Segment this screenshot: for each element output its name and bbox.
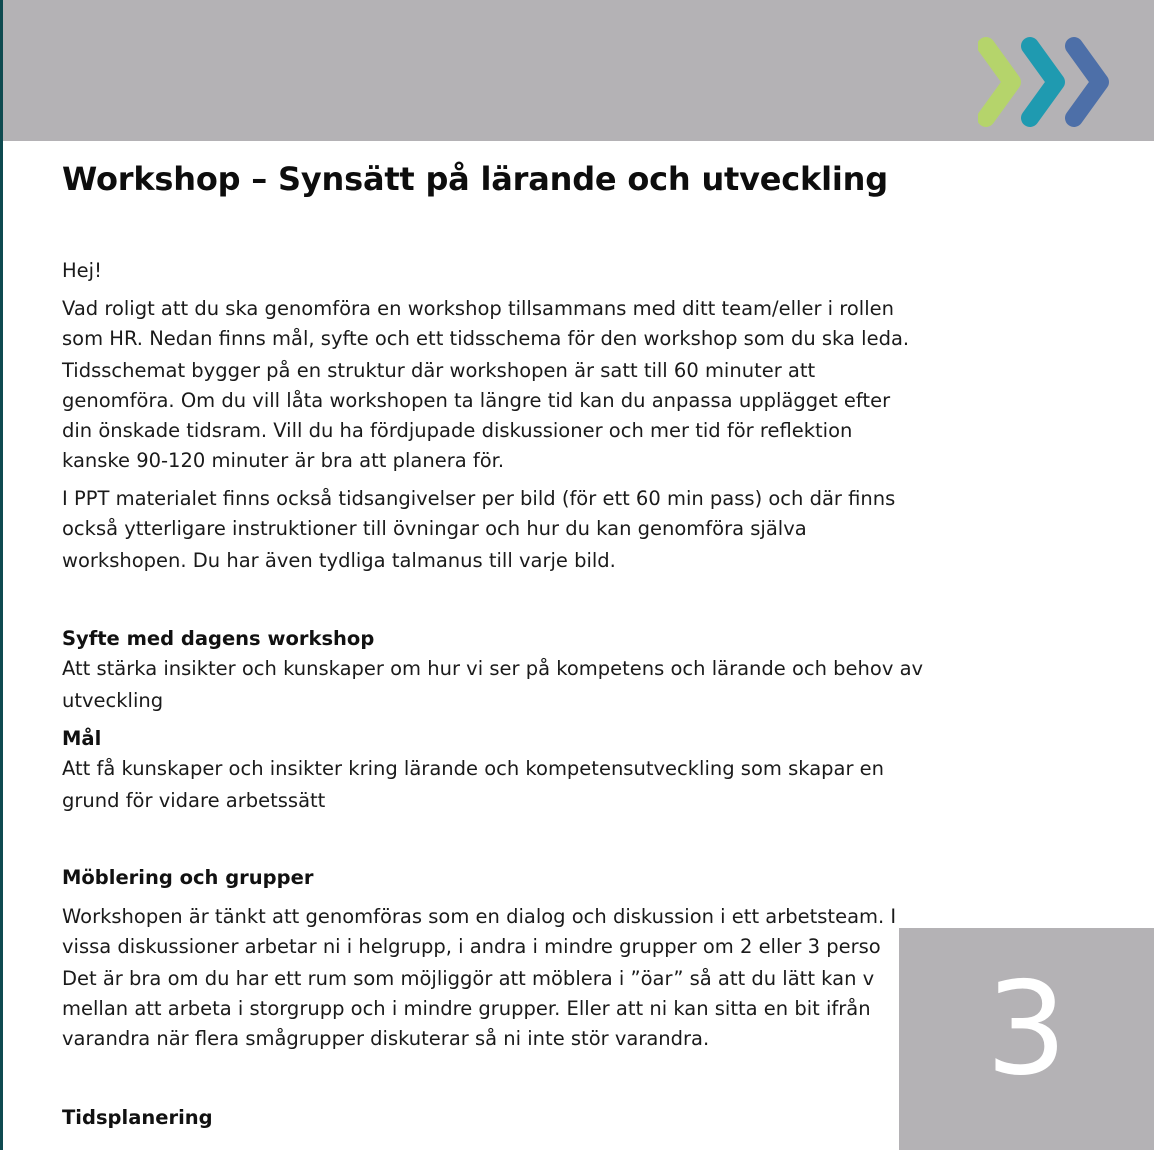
intro-line: kanske 90-120 minuter är bra att planera för. [62,449,505,472]
tidsplanering-heading: Tidsplanering [62,1106,213,1129]
triple-chevron-logo-icon [978,36,1118,128]
greeting: Hej! [62,259,102,282]
intro-line: Vad roligt att du ska genomföra en workshop tillsammans med ditt team/eller i rollen [62,297,894,320]
syfte-line: utveckling [62,689,164,712]
intro-line: som HR. Nedan finns mål, syfte och ett tidsschema för den workshop som du ska leda. [62,327,910,350]
ppt-line: I PPT materialet finns också tidsangivelser per bild (för ett 60 min pass) och där finns [62,487,896,510]
syfte-heading: Syfte med dagens workshop [62,627,375,650]
intro-line: genomföra. Om du vill låta workshopen ta längre tid kan du anpassa upplägget efter [62,389,891,412]
moblering-heading: Möblering och grupper [62,866,314,889]
mal-heading: Mål [62,727,102,750]
ppt-line: workshopen. Du har även tydliga talmanus till varje bild. [62,549,616,572]
moblering-line: varandra när flera smågrupper diskuterar så ni inte stör varandra. [62,1027,710,1050]
chevron-blue-icon [1074,46,1100,118]
mal-line: Att få kunskaper och insikter kring lärande och kompetensutveckling som skapar en [62,757,885,780]
mal-line: grund för vidare arbetssätt [62,789,326,812]
moblering-line: mellan att arbeta i storgrupp och i mindre grupper. Eller att ni kan sitta en bit ifrån [62,997,871,1020]
intro-line: din önskade tidsram. Vill du ha fördjupade diskussioner och mer tid för reflektion [62,419,853,442]
moblering-line: vissa diskussioner arbetar ni i helgrupp, i andra i mindre grupper om 2 eller 3 perso [62,935,881,958]
moblering-line: Workshopen är tänkt att genomföras som en dialog och diskussion i ett arbetsteam. I [62,905,897,928]
page-left-edge [0,0,3,1150]
ppt-line: också ytterligare instruktioner till övningar och hur du kan genomföra själva [62,517,807,540]
chevron-teal-icon [1030,46,1056,118]
chevron-green-icon [986,46,1012,118]
document-title: Workshop – Synsätt på lärande och utveckling [62,160,888,198]
page-number: 3 [985,955,1068,1104]
intro-line: Tidsschemat bygger på en struktur där workshopen är satt till 60 minuter att [62,359,816,382]
syfte-line: Att stärka insikter och kunskaper om hur vi ser på kompetens och lärande och behov av [62,657,924,680]
page-number-box [899,928,1154,1150]
moblering-line: Det är bra om du har ett rum som möjliggör att möblera i ”öar” så att du lätt kan v [62,967,875,990]
